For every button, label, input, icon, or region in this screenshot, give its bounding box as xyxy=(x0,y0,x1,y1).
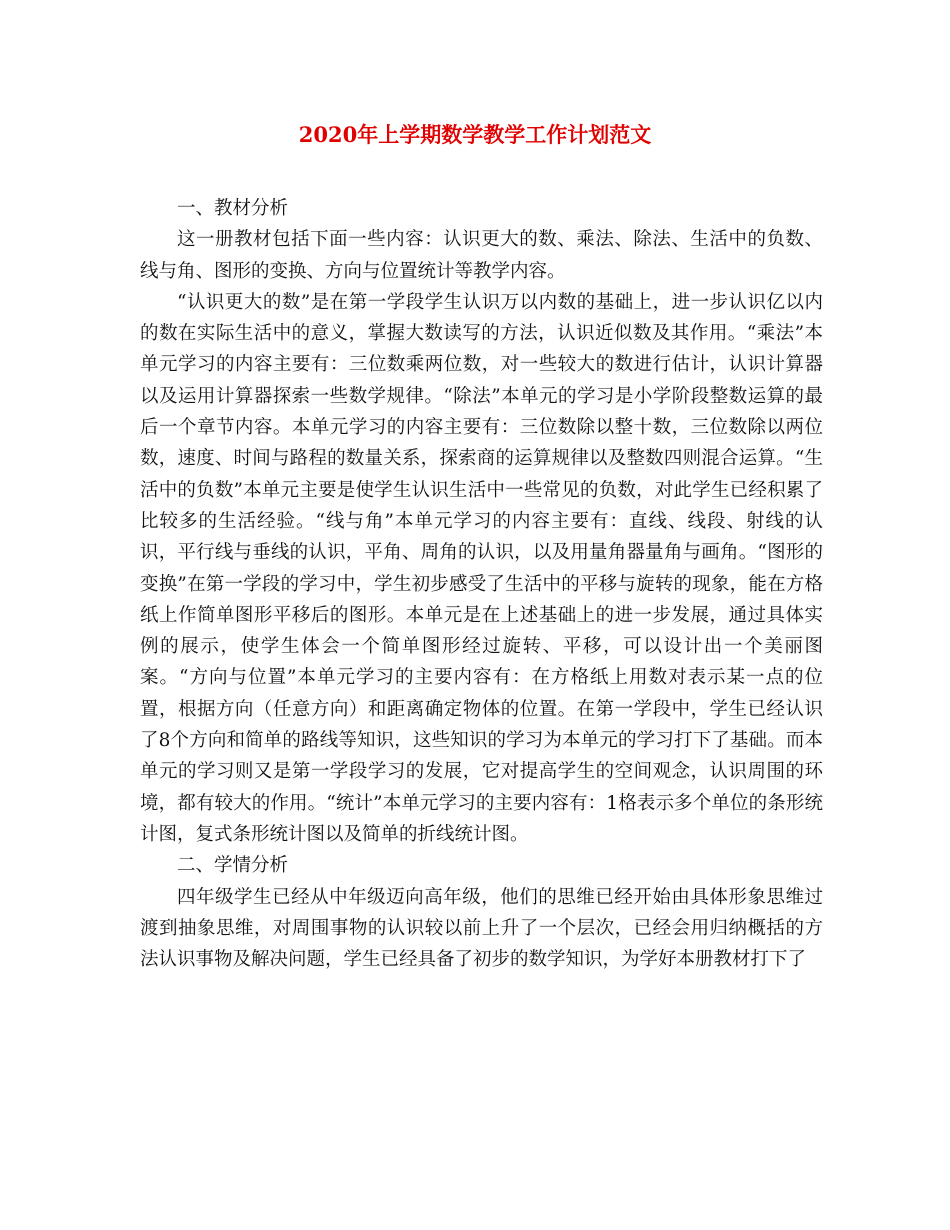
section-heading-student-analysis: 二、学情分析 xyxy=(177,855,289,877)
paragraph-textbook-contents: 这一册教材包括下面一些内容：认识更大的数、乘法、除法、生活中的负数、线与角、图形的变换、方向与位置统计等教学内容。 xyxy=(140,229,823,282)
paragraph-unit-details: “认识更大的数”是在第一学段学生认识万以内数的基础上，进一步认识亿以内的数在实际生活中的意义，掌握大数读写的方法，认识近似数及其作用。“乘法”本单元学习的内容主要有：三位数乘两位数，对一些较大的数进行估计，认识计算器以及运用计算器探索一些数学规律。“除法”本单元的学习是小学阶段整数运算的最后一个章节内容。本单元学习的内容主要有：三位数除以整十数，三位数除以两位数，速度、时间与路程的数量关系，探索商的运算规律以及整数四则混合运算。“生活中的负数”本单元主要是使学生认识生活中一些常见的负数，对此学生已经积累了比较多的生活经验。“线与角”本单元学习的内容主要有：直线、线段、射线的认识，平行线与垂线的认识，平角、周角的认识，以及用量角器量角与画角。“图形的变换”在第一学段的学习中，学生初步感受了生活中的平移与旋转的现象，能在方格纸上作简单图形平移后的图形。本单元是在上述基础上的进一步发展，通过具体实例的展示，使学生体会一个简单图形经过旋转、平移，可以设计出一个美丽图案。“方向与位置”本单元学习的主要内容有：在方格纸上用数对表示某一点的位置，根据方向（任意方向）和距离确定物体的位置。在第一学段中，学生已经认识了8个方向和简单的路线等知识，这些知识的学习为本单元的学习打下了基础。而本单元的学习则又是第一学段学习的发展，它对提高学生的空间观念，认识周围的环境，都有较大的作用。“统计”本单元学习的主要内容有：1格表示多个单位的条形统计图，复式条形统计图以及简单的折线统计图。 xyxy=(140,291,823,845)
document-title: 2020年上学期数学教学工作计划范文 xyxy=(298,122,652,147)
section-heading-textbook-analysis: 一、教材分析 xyxy=(177,198,289,219)
paragraph-student-analysis: 四年级学生已经从中年级迈向高年级，他们的思维已经开始由具体形象思维过渡到抽象思维，对周围事物的认识较以前上升了一个层次，已经会用归纳概括的方法认识事物及解决问题，学生已经具备了初步的数学知识，为学好本册教材打下了 xyxy=(140,886,823,971)
document-body xyxy=(140,193,823,975)
